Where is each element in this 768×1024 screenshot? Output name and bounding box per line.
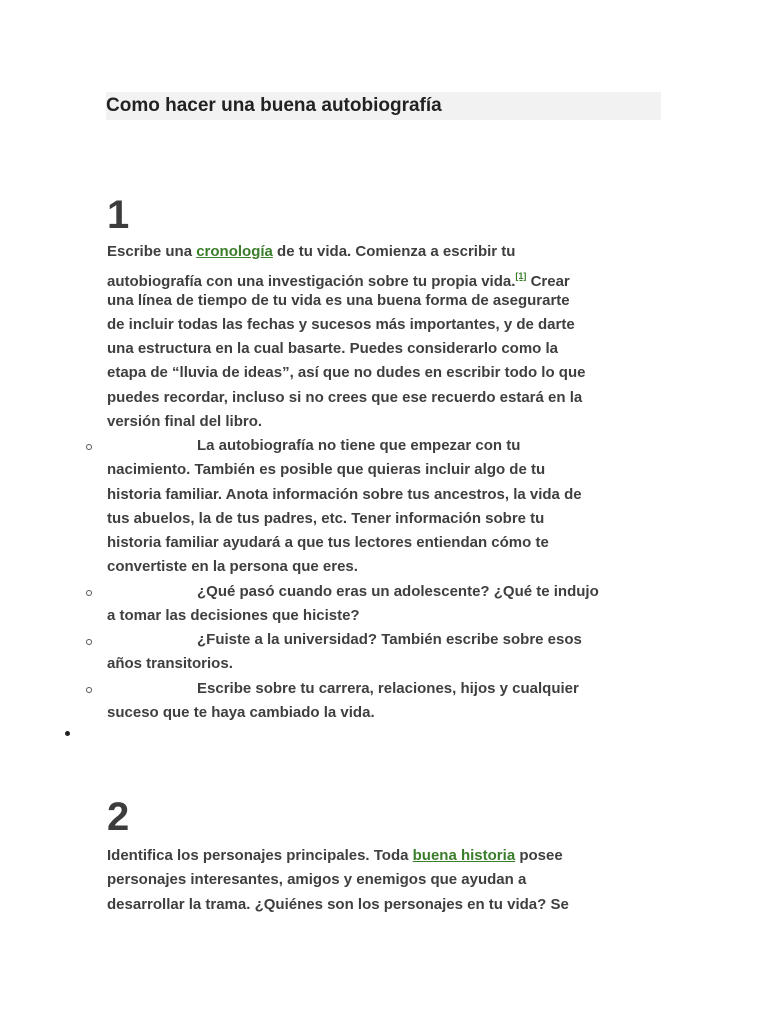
circle-bullet-icon [86,444,92,450]
title-bar [106,92,661,120]
step1-text: autobiografía con una investigación sobre tu propia vida. [107,273,516,291]
step1-paragraph [107,240,667,434]
step-number-2: 2 [107,795,130,839]
page-title: Como hacer una buena autobiografía [106,95,442,116]
list-item-line: historia familiar. Anota información sobre tus ancestros, la vida de [107,485,582,503]
sub-bullet-2 [107,580,667,629]
step1-line-1 [107,240,667,264]
list-item-text: ¿Qué pasó cuando eras un adolescente? ¿Qué te indujo [197,583,599,600]
list-item-line [107,580,667,604]
list-item-text: La autobiografía no tiene que empezar con tu [197,437,521,454]
reference-link-1[interactable]: [1] [515,271,527,282]
step2-line-1 [107,844,667,868]
sub-bullet-4 [107,677,667,726]
cronologia-link[interactable]: cronología [196,243,273,260]
step-number-1: 1 [107,193,130,237]
step1-line-3: una línea de tiempo de tu vida es una buena forma de asegurarte [107,291,570,309]
list-item-line: historia familiar ayudará a que tus lectores entiendan cómo te [107,534,549,552]
circle-bullet-icon [86,639,92,645]
step1-line-2 [107,264,667,291]
step1-line-8: versión final del libro. [107,413,263,431]
list-item-line: convertiste en la persona que eres. [107,558,358,576]
list-item-text: Escribe sobre tu carrera, relaciones, hijos y cualquier [197,680,579,697]
step1-text: Crear [530,273,570,291]
list-item-line: años transitorios. [107,655,233,673]
circle-bullet-icon [86,687,92,693]
list-item-line [107,628,667,652]
step2-text: Identifica los personajes principales. Toda [107,847,413,864]
step1-text: de tu vida. Comienza a escribir tu [277,243,516,260]
list-item-line: suceso que te haya cambiado la vida. [107,704,375,722]
step2-line-2: personajes interesantes, amigos y enemigos que ayudan a [107,871,527,889]
list-item-line: a tomar las decisiones que hiciste? [107,607,360,625]
step2-text: posee [519,847,563,864]
step2-line-3: desarrollar la trama. ¿Quiénes son los personajes en tu vida? Se [107,895,569,913]
list-item-line [107,434,667,458]
list-item-line [107,677,667,701]
step1-line-7: puedes recordar, incluso si no crees que ese recuerdo estará en la [107,388,583,406]
disc-bullet-icon [65,731,70,736]
step2-paragraph [107,844,667,917]
step1-line-4: de incluir todas las fechas y sucesos más importantes, y de darte [107,315,575,333]
step1-text: Escribe una [107,243,197,260]
circle-bullet-icon [86,590,92,596]
step1-line-6: etapa de “lluvia de ideas”, así que no dudes en escribir todo lo que [107,364,586,382]
step1-line-5: una estructura en la cual basarte. Puedes considerarlo como la [107,340,558,358]
buena-historia-link[interactable]: buena historia [412,847,516,864]
sub-bullet-3 [107,628,667,677]
sub-bullet-1 [107,434,667,580]
list-item-text: ¿Fuiste a la universidad? También escribe sobre esos [197,631,582,648]
list-item-line: tus abuelos, la de tus padres, etc. Tener información sobre tu [107,509,545,527]
list-item-line: nacimiento. También es posible que quieras incluir algo de tu [107,461,546,479]
